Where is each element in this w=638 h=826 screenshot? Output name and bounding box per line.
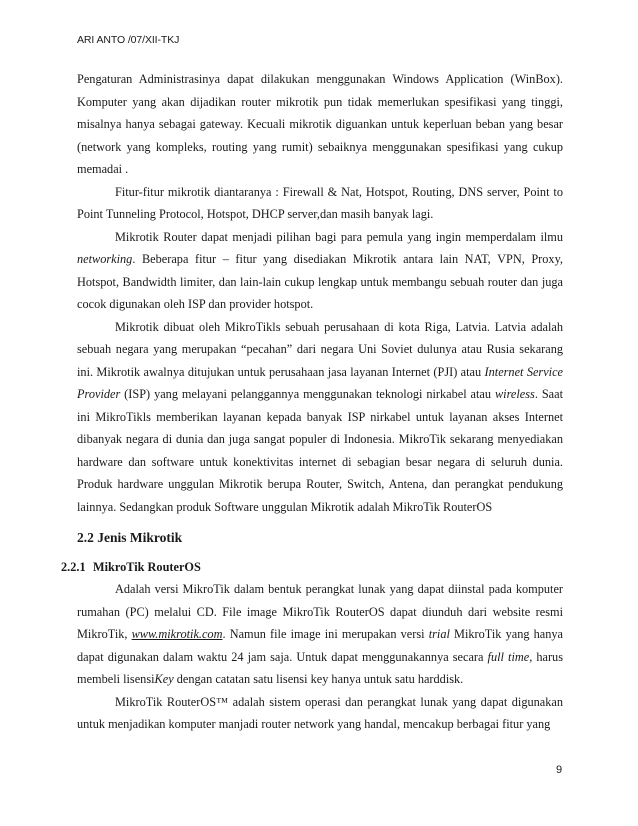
italic-term: wireless	[494, 387, 535, 401]
paragraph-router-beginners: Mikrotik Router dapat menjadi pilihan bagi para pemula yang ingin memperdalam ilmu networking. Beberapa fitur – fitur yang disediakan Mikrotik antara lain NAT, VPN, Proxy, Hotspot, Bandwidth limiter, dan lain-lain cukup lengkap untuk membangu sebuah router dan juga cocok digunakan oleh ISP dan provider hotspot.	[77, 229, 563, 311]
subsection-title: MikroTik RouterOS	[93, 560, 201, 574]
paragraph-winbox: Pengaturan Administrasinya dapat dilakukan menggunakan Windows Application (WinBox). Komputer yang akan dijadikan router mikrotik pun tidak memerlukan spesifikasi yang tinggi, misalnya hanya sebagai gateway. Kecuali mikrotik diguankan untuk keperluan beban yang besar (network yang kompleks, routing yang rumit) sebaiknya menggunakan spesifikasi yang cukup memadai .	[77, 72, 563, 176]
italic-term: trial	[428, 627, 450, 641]
paragraph-routeros-version: Adalah versi MikroTik dalam bentuk perangkat lunak yang dapat diinstal pada komputer rumahan (PC) melalui CD. File image MikroTik RouterOS dapat diunduh dari website resmi MikroTik, www.mikrotik.com. Namun file image ini merupakan versi trial MikroTik yang hanya dapat digunakan dalam waktu 24 jam saja. Untuk dapat menggunakannya secara full time, harus membeli lisensiKey dengan catatan satu lisensi key hanya untuk satu harddisk.	[77, 582, 563, 686]
section-heading: 2.2 Jenis Mikrotik	[77, 530, 183, 545]
page-number: 9	[556, 764, 563, 776]
paragraph-history: Mikrotik dibuat oleh MikroTikls sebuah perusahaan di kota Riga, Latvia. Latvia adalah sebuah negara yang merupakan “pecahan” dari negara Uni Soviet dulunya atau Rusia sekarang ini. Mikrotik awalnya ditujukan untuk perusahaan jasa layanan Internet (PJI) atau Internet Service Provider (ISP) yang melayani pelanggannya menggunakan teknologi nirkabel atau wireless. Saat ini MikroTikls memberikan layanan kepada banyak ISP nirkabel untuk layanan akses Internet dibanyak negara di dunia dan juga sangat populer di Indonesia. MikroTik sekarang menyediakan hardware dan software untuk konektivitas internet di sebagian besar negara di seluruh dunia. Produk hardware unggulan Mikrotik berupa Router, Switch, Antena, dan perangkat pendukung lainnya. Sedangkan produk Software unggulan Mikrotik adalah MikroTik RouterOS	[77, 319, 564, 514]
subsection-heading	[61, 556, 563, 578]
paragraph-routeros-os: MikroTik RouterOS™ adalah sistem operasi dan perangkat lunak yang dapat digunakan untuk menjadikan komputer manjadi router network yang handal, mencakup berbagai fitur yang	[77, 694, 563, 731]
italic-term: Key	[154, 672, 174, 686]
page-header: ARI ANTO /07/XII-TKJ	[77, 34, 180, 46]
subsection-number: 2.2.1	[61, 560, 86, 574]
paragraph-features: Fitur-fitur mikrotik diantaranya : Firewall & Nat, Hotspot, Routing, DNS server, Point to Point Tunneling Protocol, Hotspot, DHCP server,dan masih banyak lagi.	[77, 184, 563, 221]
document-body	[61, 68, 564, 736]
italic-term: Internet Service Provider	[77, 364, 564, 401]
italic-term: networking	[77, 252, 133, 266]
italic-term: full time	[487, 649, 530, 664]
website-link[interactable]: www.mikrotik.com	[131, 627, 223, 641]
